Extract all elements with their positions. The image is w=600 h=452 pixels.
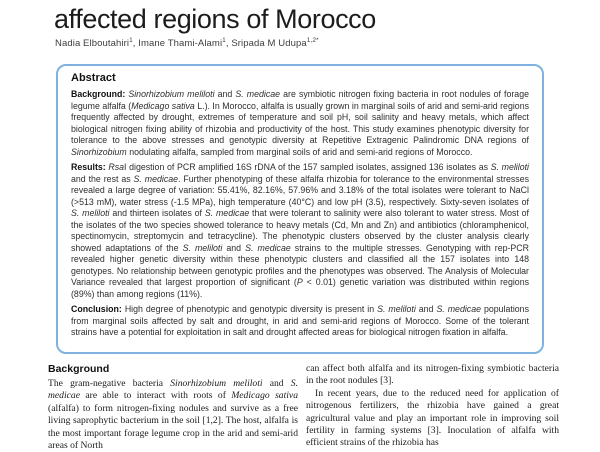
- right-column-paragraph-1: can affect both alfalfa and its nitrogen-fixing symbiotic bacteria in the root nodules [3].: [306, 363, 559, 387]
- author-line: Nadia Elboutahiri$^1$, Imane Thami-Alami$^1$, Sripada M Udupa$^{1,2*}$: [55, 36, 319, 49]
- section-label-conclusion: Conclusion:: [71, 304, 122, 314]
- abstract-section-conclusion: [71, 304, 529, 339]
- abstract-heading: Abstract: [71, 72, 116, 84]
- abstract-section-background: [71, 89, 529, 158]
- abstract-box: [56, 64, 544, 354]
- body-right-column: [306, 363, 559, 450]
- section-text-results: RsaI digestion of PCR amplified 16S rDNA of the 157 sampled isolates, assigned 136 isolates as S. meliloti and the rest as S. medicae. Further phenotyping of these alfalfa rhizobia for tolerance to the environmental stresses revealed a large degree of variation: 55.41%, 82.16%, 57.96% and 3.18% of the total isolates were tolerant to NaCl (>513 mM), water stress (-1.5 MPa), high temperature (40°C) and low pH (3.5), respectively. Sixty-seven isolates of S. meliloti and thirteen isolates of S. medicae that were tolerant to salinity were also tolerant to water stress. Most of the isolates of the two species showed tolerance to heavy metals (Cd, Mn and Zn) and antibiotics (chloramphenicol, spectinomycin, streptomycin and tetracycline). The phenotypic clusters observed by the cluster analysis clearly showed adaptations of the S. meliloti and S. medicae strains to the multiple stresses. Genotyping with rep-PCR revealed higher genetic diversity within these phenotypic clusters and classified all the 157 isolates into 148 genotypes. No relationship between genotypic profiles and the phenotypes was observed. The Analysis of Molecular Variance revealed that largest proportion of significant (P < 0.01) genetic variation was distributed within regions (89%) than among regions (11%).: [71, 162, 529, 299]
- right-column-paragraph-2: In recent years, due to the reduced need for application of nitrogenous fertilizers, the rhizobia have gained a great agricultural value and play an important role in improving soil fertility in farming systems [3]. Inoculation of alfalfa with efficient strains of the rhizobia has: [306, 387, 559, 449]
- abstract-section-results: [71, 162, 529, 300]
- section-text-background: Sinorhizobium meliloti and S. medicae are symbiotic nitrogen fixing bacteria in root nodules of forage legume alfalfa (Medicago sativa L.). In Morocco, alfalfa is usually grown in marginal soils of arid and semi-arid regions frequently affected by drought, extremes of temperature and soil pH, soil salinity and heavy metals, which affect biological nitrogen fixing ability of rhizobia and productivity of the host. This study examines phenotypic diversity for tolerance to the above stresses and genotypic diversity at Repetitive Extragenic Palindromic DNA regions of Sinorhizobium nodulating alfalfa, sampled from marginal soils of arid and semi-arid regions of Morocco.: [71, 89, 529, 157]
- section-label-results: Results:: [71, 162, 106, 172]
- article-title: affected regions of Morocco: [54, 4, 376, 34]
- background-paragraph: The gram-negative bacteria Sinorhizobium meliloti and S. medicae are able to interact with roots of Medicago sativa (alfalfa) to form nitrogen-fixing nodules and survive as a free living saprophytic bacterium in the soil [1,2]. The host, alfalfa is the most important forage legume crop in the arid and semi-arid areas of North: [48, 378, 298, 452]
- body-left-column: [48, 363, 298, 452]
- background-section-heading: Background: [48, 363, 110, 375]
- section-label-background: Background:: [71, 89, 126, 99]
- section-text-conclusion: High degree of phenotypic and genotypic diversity is present in S. meliloti and S. medicae populations from marginal soils affected by salt and drought, in arid and semi-arid regions of Morocco. Some of the tolerant strains have a potential for exploitation in salt and drought affected areas for biological nitrogen fixation in alfalfa.: [71, 304, 529, 337]
